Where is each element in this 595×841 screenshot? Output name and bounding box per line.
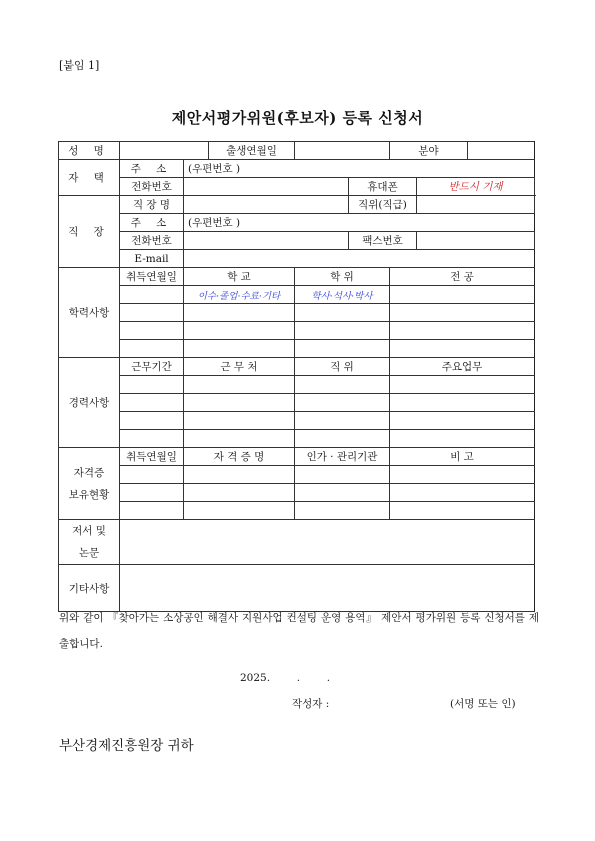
- career-header-workplace: 근 무 처: [184, 358, 295, 376]
- cert-cell[interactable]: [184, 502, 295, 520]
- work-phone-field[interactable]: [184, 232, 349, 250]
- career-header-position: 직 위: [295, 358, 390, 376]
- home-address-label: 주 소: [120, 160, 184, 178]
- education-cell[interactable]: [295, 322, 390, 340]
- work-label: 직 장: [59, 196, 120, 268]
- education-label: 학력사항: [59, 268, 120, 358]
- cert-cell[interactable]: [184, 466, 295, 484]
- career-cell[interactable]: [120, 412, 184, 430]
- education-cell[interactable]: [390, 340, 535, 358]
- education-header-major: 전 공: [390, 268, 535, 286]
- career-cell[interactable]: [184, 412, 295, 430]
- cert-header-date: 취득연월일: [120, 448, 184, 466]
- education-cell[interactable]: [120, 322, 184, 340]
- home-label: 자 택: [59, 160, 120, 196]
- work-postal[interactable]: (우편번호 ): [184, 214, 535, 232]
- education-cell[interactable]: [295, 304, 390, 322]
- publications-label-line1: 저서 및: [72, 525, 106, 537]
- cert-cell[interactable]: [120, 502, 184, 520]
- publications-label: [59, 520, 120, 565]
- career-cell[interactable]: [390, 376, 535, 394]
- education-header-degree: 학 위: [295, 268, 390, 286]
- career-cell[interactable]: [120, 430, 184, 448]
- attachment-label: [붙임 1]: [59, 59, 100, 72]
- cert-cell[interactable]: [390, 502, 535, 520]
- date-line: 2025. . .: [240, 672, 331, 684]
- career-header-period: 근무기간: [120, 358, 184, 376]
- publications-field[interactable]: [120, 520, 535, 565]
- field-field[interactable]: [468, 142, 535, 160]
- cert-cell[interactable]: [184, 484, 295, 502]
- career-cell[interactable]: [295, 412, 390, 430]
- education-cell[interactable]: [184, 322, 295, 340]
- cert-cell[interactable]: [390, 466, 535, 484]
- education-header-date: 취득연월일: [120, 268, 184, 286]
- education-cell[interactable]: [184, 304, 295, 322]
- name-field[interactable]: [120, 142, 209, 160]
- work-phone-label: 전화번호: [120, 232, 184, 250]
- birth-label: 출생연월일: [209, 142, 295, 160]
- education-cell[interactable]: [390, 322, 535, 340]
- career-cell[interactable]: [184, 394, 295, 412]
- career-cell[interactable]: [120, 376, 184, 394]
- cert-header-agency: 인가 · 관리기관: [295, 448, 390, 466]
- fax-field[interactable]: [417, 232, 535, 250]
- fax-label: 팩스번호: [349, 232, 417, 250]
- cert-label-line2: 보유현황: [68, 488, 110, 501]
- cert-cell[interactable]: [390, 484, 535, 502]
- career-cell[interactable]: [390, 394, 535, 412]
- education-cell[interactable]: [120, 304, 184, 322]
- education-header-school: 학 교: [184, 268, 295, 286]
- education-cell[interactable]: [295, 340, 390, 358]
- mobile-label: 휴대폰: [349, 178, 417, 196]
- cert-header-name: 자 격 증 명: [184, 448, 295, 466]
- cert-header-note: 비 고: [390, 448, 535, 466]
- position-label: 직위(직급): [349, 196, 417, 214]
- career-cell[interactable]: [295, 430, 390, 448]
- etc-label: 기타사항: [59, 565, 120, 612]
- position-field[interactable]: [417, 196, 535, 214]
- career-cell[interactable]: [295, 376, 390, 394]
- career-label: 경력사항: [59, 358, 120, 448]
- education-cell[interactable]: [390, 286, 535, 304]
- home-phone-label: 전화번호: [120, 178, 184, 196]
- cert-cell[interactable]: [120, 466, 184, 484]
- recipient-line: 부산경제진흥원장 귀하: [59, 738, 194, 754]
- home-postal[interactable]: (우편번호 ): [184, 160, 535, 178]
- sign-label: (서명 또는 인): [450, 698, 516, 710]
- education-cell[interactable]: [120, 286, 184, 304]
- field-label: 분야: [390, 142, 468, 160]
- home-phone-field[interactable]: [184, 178, 349, 196]
- form-title: 제안서평가위원(후보자) 등록 신청서: [171, 109, 424, 127]
- declaration-text: 위와 같이 『찾아가는 소상공인 해결사 지원사업 컨설팅 운영 용역』 제안서 평가위원 등록 신청서를 제출합니다.: [59, 612, 539, 650]
- cert-cell[interactable]: [295, 466, 390, 484]
- education-cell[interactable]: [184, 340, 295, 358]
- education-cell[interactable]: [120, 340, 184, 358]
- mobile-note[interactable]: 반드시 기재: [417, 178, 535, 196]
- career-cell[interactable]: [184, 376, 295, 394]
- career-cell[interactable]: [295, 394, 390, 412]
- name-label: 성 명: [59, 142, 120, 160]
- education-degree-hint[interactable]: 학사·석사·박사: [295, 286, 390, 304]
- author-label: 작성자 :: [292, 698, 330, 710]
- registration-form-table: [58, 141, 535, 612]
- company-label: 직 장 명: [120, 196, 184, 214]
- career-header-duties: 주요업무: [390, 358, 535, 376]
- publications-label-line2: 논문: [78, 547, 100, 559]
- education-school-hint[interactable]: 이수·졸업·수료·기타: [184, 286, 295, 304]
- company-field[interactable]: [184, 196, 349, 214]
- cert-label: [59, 448, 120, 520]
- cert-label-line1: 자격증: [73, 466, 105, 479]
- email-label: E-mail: [120, 250, 184, 268]
- career-cell[interactable]: [120, 394, 184, 412]
- career-cell[interactable]: [390, 430, 535, 448]
- birth-field[interactable]: [295, 142, 390, 160]
- work-address-label: 주 소: [120, 214, 184, 232]
- cert-cell[interactable]: [120, 484, 184, 502]
- education-cell[interactable]: [390, 304, 535, 322]
- career-cell[interactable]: [184, 430, 295, 448]
- cert-cell[interactable]: [295, 502, 390, 520]
- email-field[interactable]: [184, 250, 535, 268]
- career-cell[interactable]: [390, 412, 535, 430]
- cert-cell[interactable]: [295, 484, 390, 502]
